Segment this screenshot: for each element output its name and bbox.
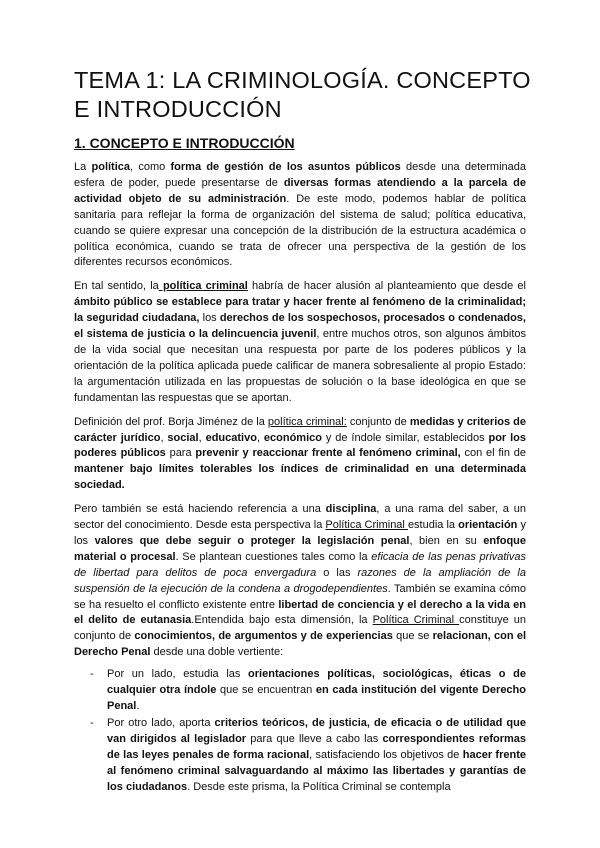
paragraph-disciplina xyxy=(74,502,526,661)
list-item-text xyxy=(107,717,526,793)
text-run: que se xyxy=(392,630,433,643)
text-run: , xyxy=(160,431,168,444)
text-run: diversas formas atendiendo a la parcela de actividad objeto de su administración xyxy=(74,176,527,205)
text-run: derechos de los sospechosos, procesados o condenados, el sistema de justicia o la delincuencia juvenil xyxy=(74,312,526,341)
text-run: Por un lado, estudia las xyxy=(107,668,249,681)
vertiente-list xyxy=(74,667,526,795)
text-run: , xyxy=(198,431,206,444)
text-run: La xyxy=(74,161,92,173)
text-run: medidas y criterios de carácter jurídico xyxy=(74,415,527,444)
text-run: libertad de conciencia y el derecho a la vida en el delito de eutanasia xyxy=(74,598,526,627)
text-run: orientaciones políticas, sociológicas, éticas o de cualquier otra índole xyxy=(107,668,526,697)
text-run: orientación xyxy=(458,519,518,532)
paragraph-definicion xyxy=(74,415,526,495)
text-run: desde una doble vertiente: xyxy=(150,646,284,659)
text-run: valores que debe seguir o proteger la legislación penal xyxy=(94,534,410,547)
text-run: con el fin de xyxy=(460,447,527,460)
text-run: , entre muchos otros, son algunos ámbitos de la vida social que necesitan una respuesta por parte de los poderes públicos y la orientación de la política aplicada puede calificar de manera sobresaliente al propio Estado: la argumentación utilizada en las propuestas de solución o la base ideológica en que se fundamentan las respuestas que se aportan. xyxy=(74,328,526,404)
text-run: forma de gestión de los asuntos públicos xyxy=(170,161,401,173)
text-run: para que lleve a cabo las xyxy=(246,732,383,745)
text-run: los xyxy=(199,312,220,325)
text-run: en cada institución del vigente Derecho Penal xyxy=(107,684,526,712)
text-run: eficacia de las penas privativas de libertad para delitos de poca envergadura xyxy=(74,550,526,579)
text-run: económico xyxy=(263,431,322,444)
text-run: .Entendida bajo esta dimensión, la xyxy=(191,614,373,627)
text-run: y de índole similar, establecidos xyxy=(321,431,489,444)
text-run: prevenir y reaccionar frente al fenómeno criminal, xyxy=(195,447,461,460)
text-run: hacer frente al fenómeno criminal salvaguardando al máximo las libertades y garantías de los ciudadanos xyxy=(107,748,526,793)
page-title: TEMA 1: LA CRIMINOLOGÍA. CONCEPTO E INTRODUCCIÓN xyxy=(74,67,531,122)
text-run: . También se examina cómo se ha resuelto el conflicto existente entre xyxy=(74,582,526,611)
text-run: Pero también se está haciendo referencia a una xyxy=(74,503,326,516)
document-body xyxy=(74,160,526,796)
text-run: Por otro lado, aporta xyxy=(107,716,215,729)
list-item xyxy=(74,716,526,796)
text-run: Política Criminal xyxy=(325,519,408,532)
paragraph-politica-criminal xyxy=(74,279,526,406)
text-run: social xyxy=(167,431,199,444)
text-run: desde una determinada esfera de poder, puede presentarse de xyxy=(74,161,526,189)
text-run: política xyxy=(91,161,131,173)
text-run: disciplina xyxy=(325,503,377,516)
paragraph-politica xyxy=(74,160,526,271)
text-run: relacionan, con el Derecho Penal xyxy=(74,630,526,659)
text-run: , bien en su xyxy=(409,534,484,547)
text-run: ámbito público se establece para tratar y hacer frente al fenómeno de la criminalidad; la seguridad ciudadana, xyxy=(74,296,526,325)
text-run: conjunto de xyxy=(346,415,410,428)
text-run: , satisfaciendo los objetivos de xyxy=(309,748,463,761)
list-item-text xyxy=(107,668,526,712)
text-run: Política Criminal xyxy=(372,614,460,627)
text-run: Definición del prof. Borja Jiménez de la xyxy=(74,415,268,428)
text-run: conocimientos, de argumentos y de experiencias xyxy=(134,630,393,643)
text-run: o las xyxy=(316,566,358,579)
text-run: política criminal: xyxy=(267,415,347,428)
text-run: razones de la ampliación de la suspensión de la ejecución de la condena a drogodependientes xyxy=(74,566,526,595)
text-run: y los xyxy=(74,519,526,547)
text-run: que se encuentran xyxy=(216,684,316,697)
text-run: . xyxy=(136,700,140,712)
text-run: política criminal xyxy=(158,280,248,293)
text-run: estudia la xyxy=(407,519,459,532)
text-run: habría de hacer alusión al planteamiento que desde el xyxy=(247,280,526,293)
text-run: En tal sentido, la xyxy=(74,280,159,293)
text-run: . Se plantean cuestiones tales como la xyxy=(175,550,372,563)
text-run: por los poderes públicos xyxy=(74,431,526,460)
text-run: correspondientes reformas de las leyes penales de forma racional xyxy=(107,732,527,761)
list-marker: - xyxy=(90,716,94,729)
text-run: , a una rama del saber, a un sector del conocimiento. Desde esta perspectiva la xyxy=(74,503,527,532)
text-run: . Desde este prisma, la Política Criminal se contempla xyxy=(187,780,451,793)
text-run: criterios teóricos, de justicia, de eficacia o de utilidad que van dirigidos al legislador xyxy=(107,716,526,745)
text-run: , como xyxy=(130,161,171,173)
text-run: educativo xyxy=(205,431,257,444)
text-run: . De este modo, podemos hablar de política sanitaria para reflejar la forma de organización del sistema de salud; política educativa, cuando se quiere expresar una concepción de la distribución de la estructura académica o política económica, cuando se trata de ofrecer una perspectiva de la gestión de los diferentes recursos económicos. xyxy=(74,192,526,269)
section-heading: 1. CONCEPTO E INTRODUCCIÓN xyxy=(74,135,295,151)
text-run: mantener bajo límites tolerables los índices de criminalidad en una determinada sociedad. xyxy=(74,463,526,492)
text-run: enfoque material o procesal xyxy=(74,534,527,563)
text-run: para xyxy=(165,447,196,460)
list-item xyxy=(74,667,526,715)
text-run: constituye un conjunto de xyxy=(74,614,526,643)
list-marker: - xyxy=(90,668,94,681)
text-run: , xyxy=(256,431,264,444)
